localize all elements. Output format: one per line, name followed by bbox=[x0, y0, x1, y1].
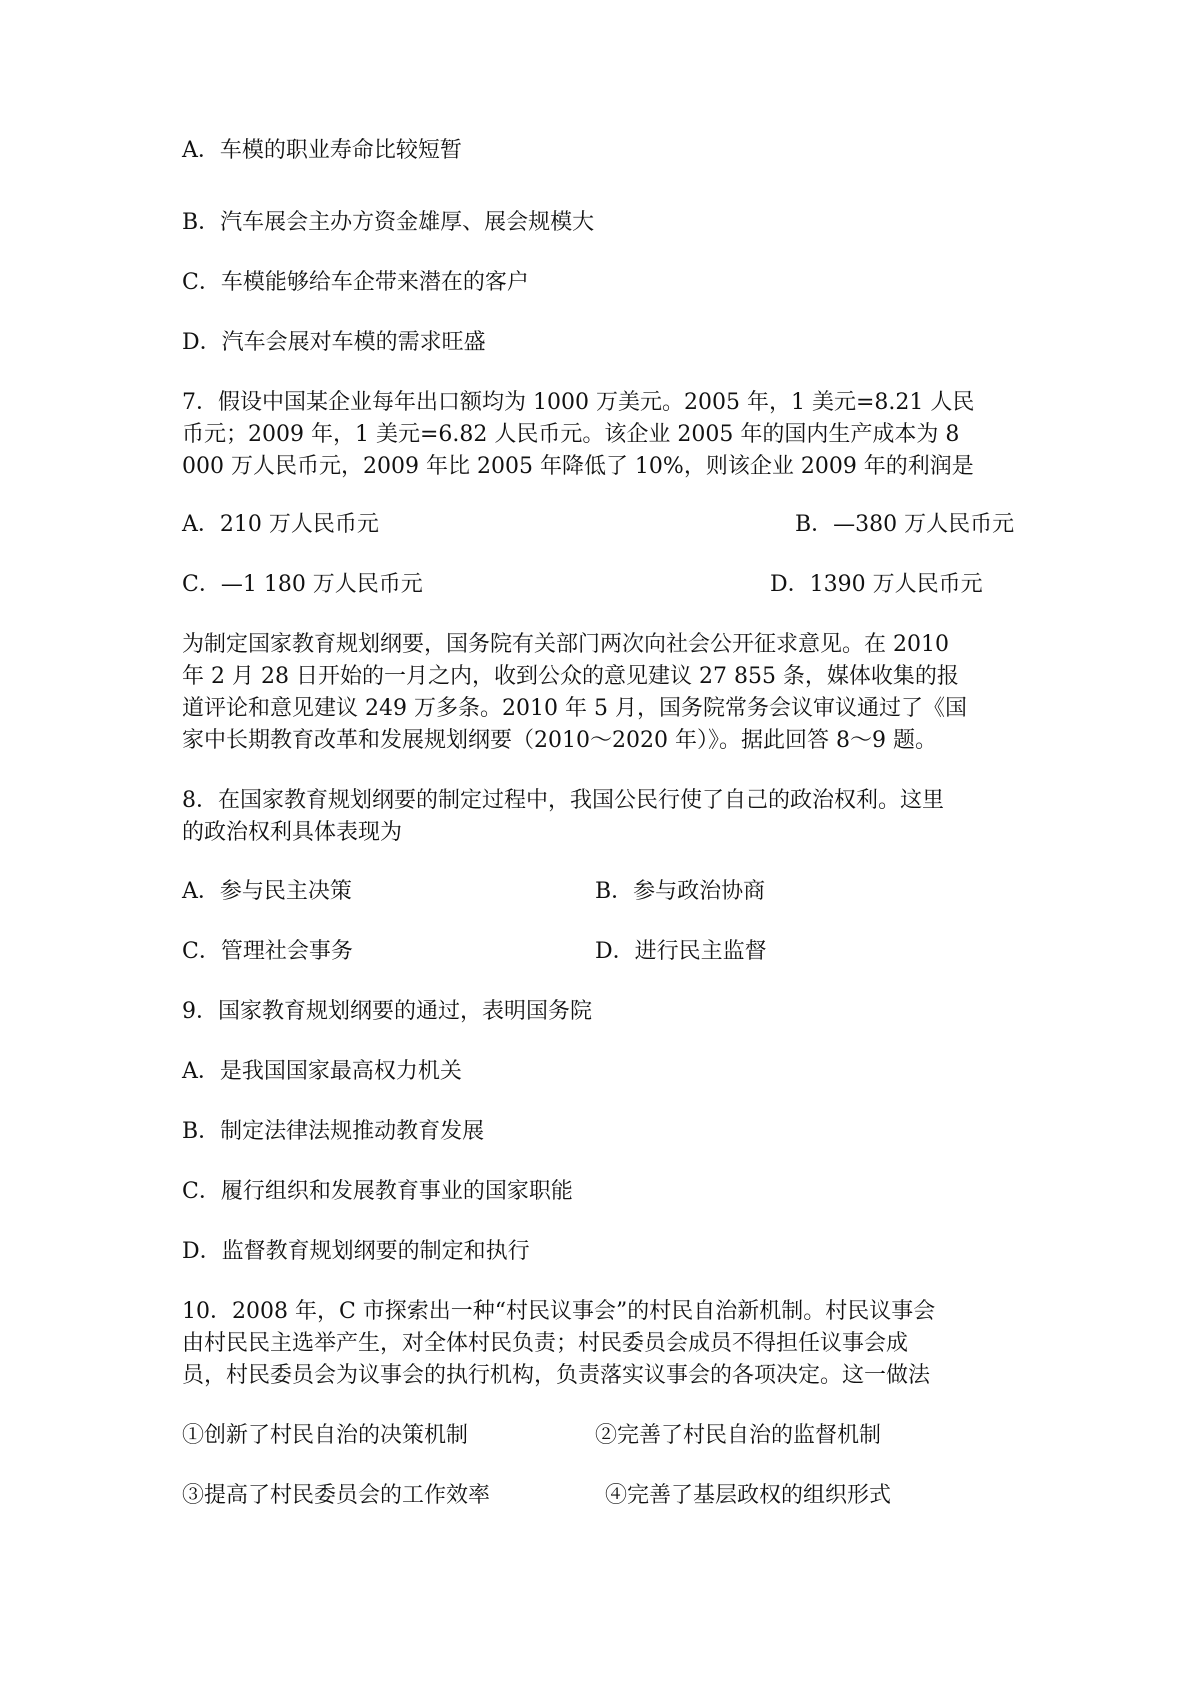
q10-stem-line-3: 员，村民委员会为议事会的执行机构，负责落实议事会的各项决定。这一做法 bbox=[182, 1363, 931, 1388]
q7-option-c: C．—1 180 万人民币元 bbox=[182, 572, 423, 597]
q9-stem: 9．国家教育规划纲要的通过，表明国务院 bbox=[182, 999, 592, 1024]
q10-item-3: ③提高了村民委员会的工作效率 bbox=[182, 1483, 491, 1508]
q7-stem-line-2: 币元；2009 年，1 美元=6.82 人民币元。该企业 2005 年的国内生产成本为 8 bbox=[182, 422, 960, 447]
material-line-3: 道评论和意见建议 249 万多条。2010 年 5 月，国务院常务会议审议通过了《国 bbox=[182, 696, 967, 721]
material-line-1: 为制定国家教育规划纲要，国务院有关部门两次向社会公开征求意见。在 2010 bbox=[182, 632, 949, 657]
q6-option-c: C．车模能够给车企带来潜在的客户 bbox=[182, 270, 529, 295]
material-line-4: 家中长期教育改革和发展规划纲要（2010～2020 年）》。据此回答 8～9 题。 bbox=[182, 728, 937, 753]
q8-option-a: A．参与民主决策 bbox=[182, 879, 352, 904]
q9-option-b: B．制定法律法规推动教育发展 bbox=[182, 1119, 485, 1144]
material-line-2: 年 2 月 28 日开始的一月之内，收到公众的意见建议 27 855 条，媒体收集的报 bbox=[182, 664, 959, 689]
q8-stem-line-1: 8．在国家教育规划纲要的制定过程中，我国公民行使了自己的政治权利。这里 bbox=[182, 788, 944, 813]
q10-item-4: ④完善了基层政权的组织形式 bbox=[605, 1483, 892, 1508]
q10-stem-line-2: 由村民民主选举产生，对全体村民负责；村民委员会成员不得担任议事会成 bbox=[182, 1331, 909, 1356]
q6-option-a: A．车模的职业寿命比较短暂 bbox=[182, 138, 462, 163]
q8-option-c: C．管理社会事务 bbox=[182, 939, 353, 964]
q8-option-d: D．进行民主监督 bbox=[595, 939, 767, 964]
q7-option-b: B．—380 万人民币元 bbox=[795, 512, 1015, 537]
q10-item-1: ①创新了村民自治的决策机制 bbox=[182, 1423, 469, 1448]
q7-option-d: D．1390 万人民币元 bbox=[770, 572, 983, 597]
q10-item-2: ②完善了村民自治的监督机制 bbox=[595, 1423, 882, 1448]
q8-stem-line-2: 的政治权利具体表现为 bbox=[182, 820, 403, 845]
q9-option-c: C．履行组织和发展教育事业的国家职能 bbox=[182, 1179, 573, 1204]
q7-stem-line-3: 000 万人民币元，2009 年比 2005 年降低了 10%，则该企业 2009 年的利润是 bbox=[182, 454, 974, 479]
q10-stem-line-1: 10．2008 年，C 市探索出一种“村民议事会”的村民自治新机制。村民议事会 bbox=[182, 1299, 936, 1324]
q8-option-b: B．参与政治协商 bbox=[595, 879, 766, 904]
q6-option-b: B．汽车展会主办方资金雄厚、展会规模大 bbox=[182, 210, 595, 235]
q9-option-d: D．监督教育规划纲要的制定和执行 bbox=[182, 1239, 530, 1264]
q6-option-d: D．汽车会展对车模的需求旺盛 bbox=[182, 330, 486, 355]
q7-stem-line-1: 7．假设中国某企业每年出口额均为 1000 万美元。2005 年，1 美元=8.21 人民 bbox=[182, 390, 975, 415]
q9-option-a: A．是我国国家最高权力机关 bbox=[182, 1059, 462, 1084]
q7-option-a: A．210 万人民币元 bbox=[182, 512, 379, 537]
